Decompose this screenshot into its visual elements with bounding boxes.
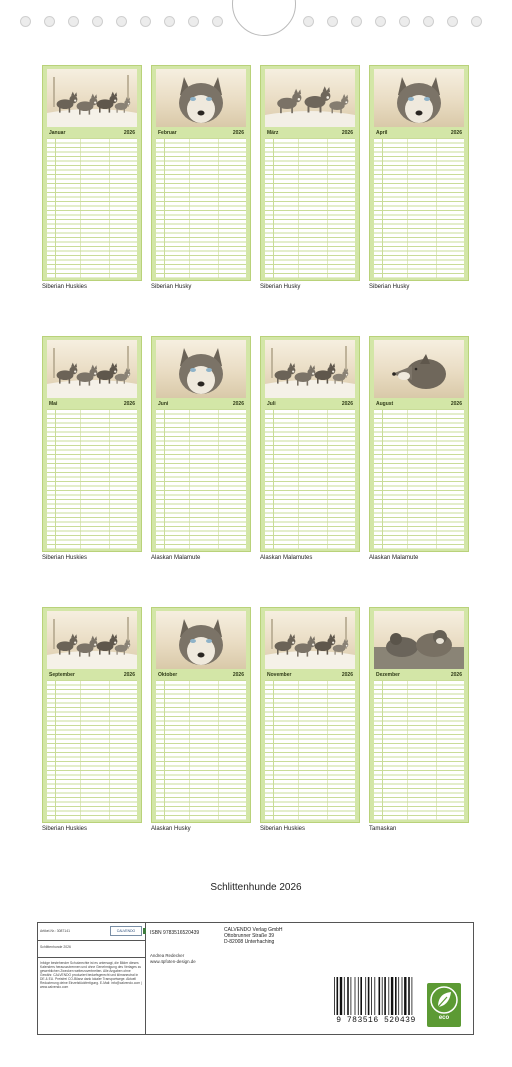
month-name: Mai	[49, 401, 58, 407]
publisher-line: CALVENDO Verlag GmbH	[224, 927, 283, 933]
month-panel	[42, 336, 142, 574]
barcode-bar	[379, 977, 381, 1015]
barcode-bar	[340, 977, 342, 1015]
barcode-bar	[355, 977, 356, 1015]
month-panel	[369, 336, 469, 574]
month-header	[156, 671, 246, 679]
month-year: 2026	[232, 401, 244, 407]
binding-holes	[0, 0, 512, 40]
binding-hole	[92, 16, 103, 27]
month-day-grid	[47, 409, 137, 549]
author-website: www.4pfoten-design.de	[150, 959, 196, 964]
barcode-bar	[388, 977, 389, 1015]
month-header	[265, 671, 355, 679]
running-dogs-icon	[265, 69, 355, 127]
leaf-icon	[429, 985, 459, 1015]
isbn: ISBN 9783516520439	[150, 930, 200, 936]
month-year: 2026	[450, 130, 462, 136]
month-year: 2026	[123, 401, 135, 407]
month-name: Januar	[49, 130, 66, 136]
month-panel	[151, 65, 251, 303]
binding-hole	[68, 16, 79, 27]
binding-hole	[188, 16, 199, 27]
binding-hole	[20, 16, 31, 27]
author-name: Andrea Redecker	[150, 953, 185, 958]
binding-hole	[327, 16, 338, 27]
binding-hole	[44, 16, 55, 27]
husky-portrait-icon	[156, 69, 246, 127]
barcode-number: 9 783516 520439	[336, 1016, 416, 1025]
month-header	[374, 671, 464, 679]
month-header	[156, 129, 246, 137]
barcode-bar	[371, 977, 372, 1015]
month-name: August	[376, 401, 394, 407]
photo-caption: Alaskan Malamute	[369, 555, 419, 561]
month-year: 2026	[341, 672, 353, 678]
month-day-grid	[265, 138, 355, 278]
photo-caption: Siberian Huskies	[42, 826, 88, 832]
month-day-grid	[156, 409, 246, 549]
month-day-grid	[265, 409, 355, 549]
month-panel	[260, 607, 360, 845]
month-day-grid	[374, 409, 464, 549]
binding-hole	[164, 16, 175, 27]
photo-caption: Siberian Huskies	[42, 284, 88, 290]
barcode	[328, 977, 424, 1029]
month-year: 2026	[341, 401, 353, 407]
photo-caption: Siberian Huskies	[260, 826, 306, 832]
month-day-grid	[47, 680, 137, 820]
barcode-bar	[395, 977, 397, 1015]
author-block	[150, 953, 196, 965]
barcode-bar	[402, 977, 403, 1015]
month-name: Oktober	[158, 672, 178, 678]
month-panel	[151, 607, 251, 845]
binding-hole	[423, 16, 434, 27]
eco-label: eco	[438, 1015, 450, 1021]
barcode-bar	[391, 977, 393, 1015]
month-name: April	[376, 130, 388, 136]
hanger-cutout	[232, 0, 296, 36]
binding-hole	[212, 16, 223, 27]
month-day-grid	[374, 138, 464, 278]
month-header	[156, 400, 246, 408]
husky-portrait-icon	[374, 69, 464, 127]
month-name: Februar	[158, 130, 177, 136]
photo-caption: Siberian Huskies	[42, 555, 88, 561]
sled-dog-team-icon	[47, 611, 137, 669]
sled-dog-team-icon	[265, 611, 355, 669]
resting-dogs-icon	[374, 611, 464, 669]
month-year: 2026	[341, 130, 353, 136]
husky-portrait-icon	[156, 611, 246, 669]
publisher-line: D-82008 Unterhaching	[224, 939, 275, 946]
photo-caption: Siberian Husky	[151, 284, 192, 290]
month-day-grid	[156, 680, 246, 820]
barcode-bar	[374, 977, 375, 1015]
sled-dog-team-icon	[47, 69, 137, 127]
month-panel	[369, 607, 469, 845]
month-name: September	[49, 672, 75, 678]
month-year: 2026	[232, 130, 244, 136]
legal-text: Infolge bestehender Schutzrechte ist es untersagt, die Bilder dieses Kalenders herauszutrennen und ohne Genehmigung des Verlages zu gewerblichen Zwecken weiterzuverbreiten. Alle Angaben ohne Gewähr. CALVENDO produziert bedarfsgerecht und klimaneutral in DE & EU. Preisfrei CO-Bilanz dank lokaler Transportwege. Aktuell Reduzierung deine Einzelstückfertigung. E-Mail: info@calvendo.com | www.calvendo.com	[40, 961, 142, 989]
month-panel	[260, 336, 360, 574]
month-year: 2026	[232, 672, 244, 678]
month-day-grid	[156, 138, 246, 278]
photo-caption: Siberian Husky	[369, 284, 410, 290]
malamute-profile-icon	[374, 340, 464, 398]
sled-dog-team-icon	[265, 340, 355, 398]
imprint-left-column	[38, 923, 146, 1034]
binding-hole	[351, 16, 362, 27]
month-year: 2026	[450, 672, 462, 678]
month-name: Juni	[158, 401, 169, 407]
article-number: Artikel-Nr.: 3087141	[40, 929, 70, 933]
divider	[38, 957, 145, 958]
photo-caption: Alaskan Malamutes	[260, 555, 313, 561]
month-header	[47, 671, 137, 679]
month-panel	[369, 65, 469, 303]
month-year: 2026	[450, 401, 462, 407]
month-header	[47, 129, 137, 137]
publisher-address	[224, 927, 283, 946]
barcode-bar	[337, 977, 339, 1015]
publisher-line: Ottobrunner Straße 39	[224, 933, 275, 940]
imprint-box	[37, 922, 474, 1035]
barcode-bar	[408, 977, 410, 1015]
barcode-bar	[368, 977, 370, 1015]
month-name: November	[267, 672, 292, 678]
month-day-grid	[265, 680, 355, 820]
barcode-bar	[358, 977, 359, 1015]
barcode-bar	[384, 977, 386, 1015]
barcode-bar	[365, 977, 366, 1015]
photo-caption: Tamaskan	[369, 826, 397, 832]
barcode-bar	[382, 977, 383, 1015]
barcode-bars	[332, 977, 420, 1015]
photo-caption: Alaskan Malamute	[151, 555, 201, 561]
photo-caption: Siberian Husky	[260, 284, 301, 290]
month-panel	[151, 336, 251, 574]
binding-hole	[116, 16, 127, 27]
binding-hole	[447, 16, 458, 27]
binding-hole	[399, 16, 410, 27]
divider	[38, 940, 145, 941]
sled-dog-team-icon	[47, 340, 137, 398]
malamute-face-icon	[156, 340, 246, 398]
month-day-grid	[374, 680, 464, 820]
month-name: März	[267, 130, 279, 136]
month-panel	[42, 65, 142, 303]
month-name: Dezember	[376, 672, 400, 678]
month-header	[265, 400, 355, 408]
month-year: 2026	[123, 130, 135, 136]
binding-hole	[375, 16, 386, 27]
photo-caption: Alaskan Husky	[151, 826, 191, 832]
month-header	[374, 129, 464, 137]
month-panel	[42, 607, 142, 845]
barcode-bar	[398, 977, 399, 1015]
month-header	[374, 400, 464, 408]
month-header	[265, 129, 355, 137]
month-day-grid	[47, 138, 137, 278]
calvendo-logo: CALVENDO	[110, 926, 142, 936]
barcode-bar	[344, 977, 345, 1015]
barcode-bar	[360, 977, 362, 1015]
barcode-bar	[412, 977, 413, 1015]
binding-hole	[471, 16, 482, 27]
month-panel	[260, 65, 360, 303]
calendar-title: Schlittenhunde 2026	[210, 882, 302, 893]
binding-hole	[303, 16, 314, 27]
product-name: Schlittenhunde 2026	[40, 945, 71, 949]
month-year: 2026	[123, 672, 135, 678]
binding-hole	[140, 16, 151, 27]
month-header	[47, 400, 137, 408]
barcode-bar	[351, 977, 352, 1015]
month-name: Juli	[267, 401, 276, 407]
eco-badge	[427, 983, 461, 1027]
barcode-bar	[347, 977, 349, 1015]
barcode-bar	[334, 977, 335, 1015]
barcode-bar	[404, 977, 406, 1015]
